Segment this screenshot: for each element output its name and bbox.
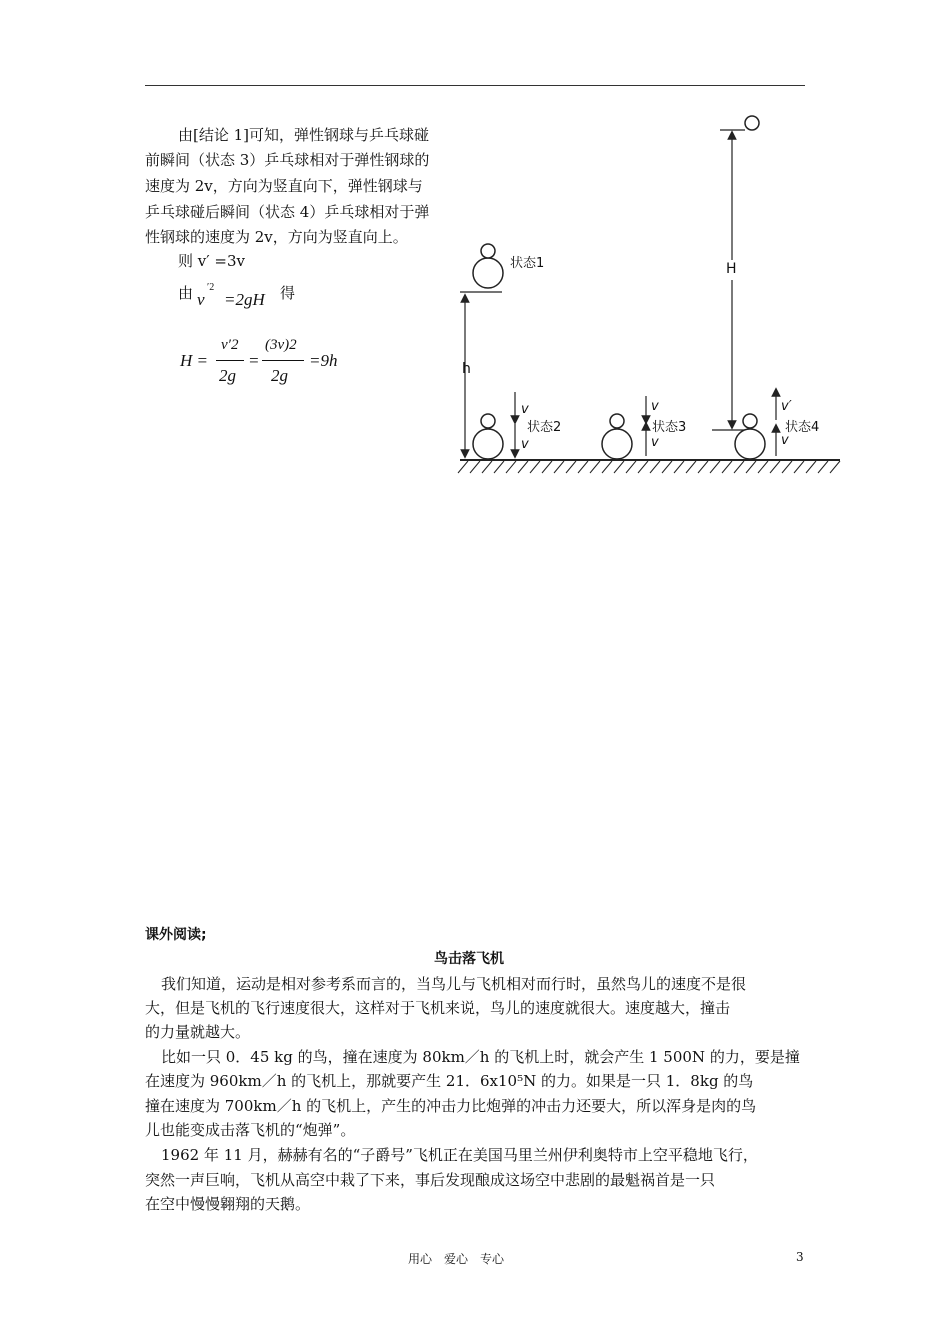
state1-balls <box>473 244 503 288</box>
section-label: 课外阅读; <box>145 927 207 943</box>
state4-label: 状态4 <box>785 420 820 435</box>
eq-num1: v′2 <box>221 337 239 353</box>
paragraph-line: 乒乓球碰后瞬间（状态 4）乒乓球相对于弹 <box>145 203 430 221</box>
paragraph-line: 速度为 2v，方向为竖直向下，弹性钢球与 <box>145 177 423 195</box>
state3-balls <box>602 414 632 459</box>
article-title: 鸟击落飞机 <box>434 951 504 967</box>
label-h: h <box>462 361 471 377</box>
state4-balls <box>735 414 765 459</box>
header-rule <box>145 85 805 86</box>
equation-rhs: =2gH <box>224 290 265 309</box>
paragraph-line: 前瞬间（状态 3）乒乓球相对于弹性钢球的 <box>145 151 430 169</box>
state3-label: 状态3 <box>652 420 687 435</box>
article-line: 在速度为 960km／h 的飞机上，那就要产生 21．6x10⁵N 的力。如果是一只 1．8kg 的鸟 <box>145 1072 754 1090</box>
fraction-bar <box>216 360 244 361</box>
fraction-bar <box>262 360 304 361</box>
article-line: 1962 年 11 月，赫赫有名的“子爵号”飞机正在美国马里兰州伊利奥特市上空平稳地飞行， <box>161 1146 758 1164</box>
v-label: v <box>651 435 659 450</box>
page-number: 3 <box>796 1250 804 1264</box>
equation-sup: ′2 <box>207 282 215 293</box>
article-line: 撞在速度为 700km／h 的飞机上，产生的冲击力比炮弹的冲击力还要大，所以浑身是肉的鸟 <box>145 1097 757 1115</box>
eq-lhs: H = <box>180 351 208 370</box>
bounce-diagram <box>440 100 860 490</box>
eq-den2: 2g <box>271 366 288 385</box>
eq-equals: = <box>248 351 260 370</box>
footer-motto: 用心 爱心 专心 <box>408 1252 505 1266</box>
state2-label: 状态2 <box>527 420 562 435</box>
equation-v: v <box>197 290 205 309</box>
label-H: H <box>726 261 737 277</box>
v-prime-label: v′ <box>781 399 792 414</box>
article-line: 在空中慢慢翱翔的天鹅。 <box>145 1195 311 1213</box>
v-label: v <box>781 433 789 448</box>
article-line: 突然一声巨响，飞机从高空中栽了下来，事后发现酿成这场空中悲剧的最魁祸首是一只 <box>145 1171 716 1189</box>
paragraph-line: 由[结论 1]可知，弹性钢球与乒乓球碰 <box>178 126 430 144</box>
v-label: v <box>521 402 529 417</box>
eq-rhs: =9h <box>309 351 338 370</box>
article-line: 比如一只 0．45 kg 的鸟，撞在速度为 80km／h 的飞机上时，就会产生 1 500N 的力，要是撞 <box>161 1048 800 1066</box>
article-line: 我们知道，运动是相对参考系而言的，当鸟儿与飞机相对而行时，虽然鸟儿的速度不是很 <box>161 975 747 993</box>
v-label: v <box>651 399 659 414</box>
apex-ball <box>745 116 759 130</box>
equation-velocity: 则 v′ =3v <box>178 252 246 270</box>
eq-num2: (3v)2 <box>265 337 297 353</box>
article-line: 大，但是飞机的飞行速度很大，这样对于飞机来说，鸟儿的速度就很大。速度越大，撞击 <box>145 999 731 1017</box>
paragraph-line: 性钢球的速度为 2v，方向为竖直向上。 <box>145 228 408 246</box>
eq-den1: 2g <box>219 366 236 385</box>
v-label: v <box>521 437 529 452</box>
state2-balls <box>473 414 503 459</box>
equation-prefix: 由 <box>178 284 194 302</box>
article-line: 的力量就越大。 <box>145 1023 251 1041</box>
equation-suffix: 得 <box>280 284 296 302</box>
state1-label: 状态1 <box>510 256 545 271</box>
article-line: 儿也能变成击落飞机的“炮弹”。 <box>145 1121 356 1139</box>
